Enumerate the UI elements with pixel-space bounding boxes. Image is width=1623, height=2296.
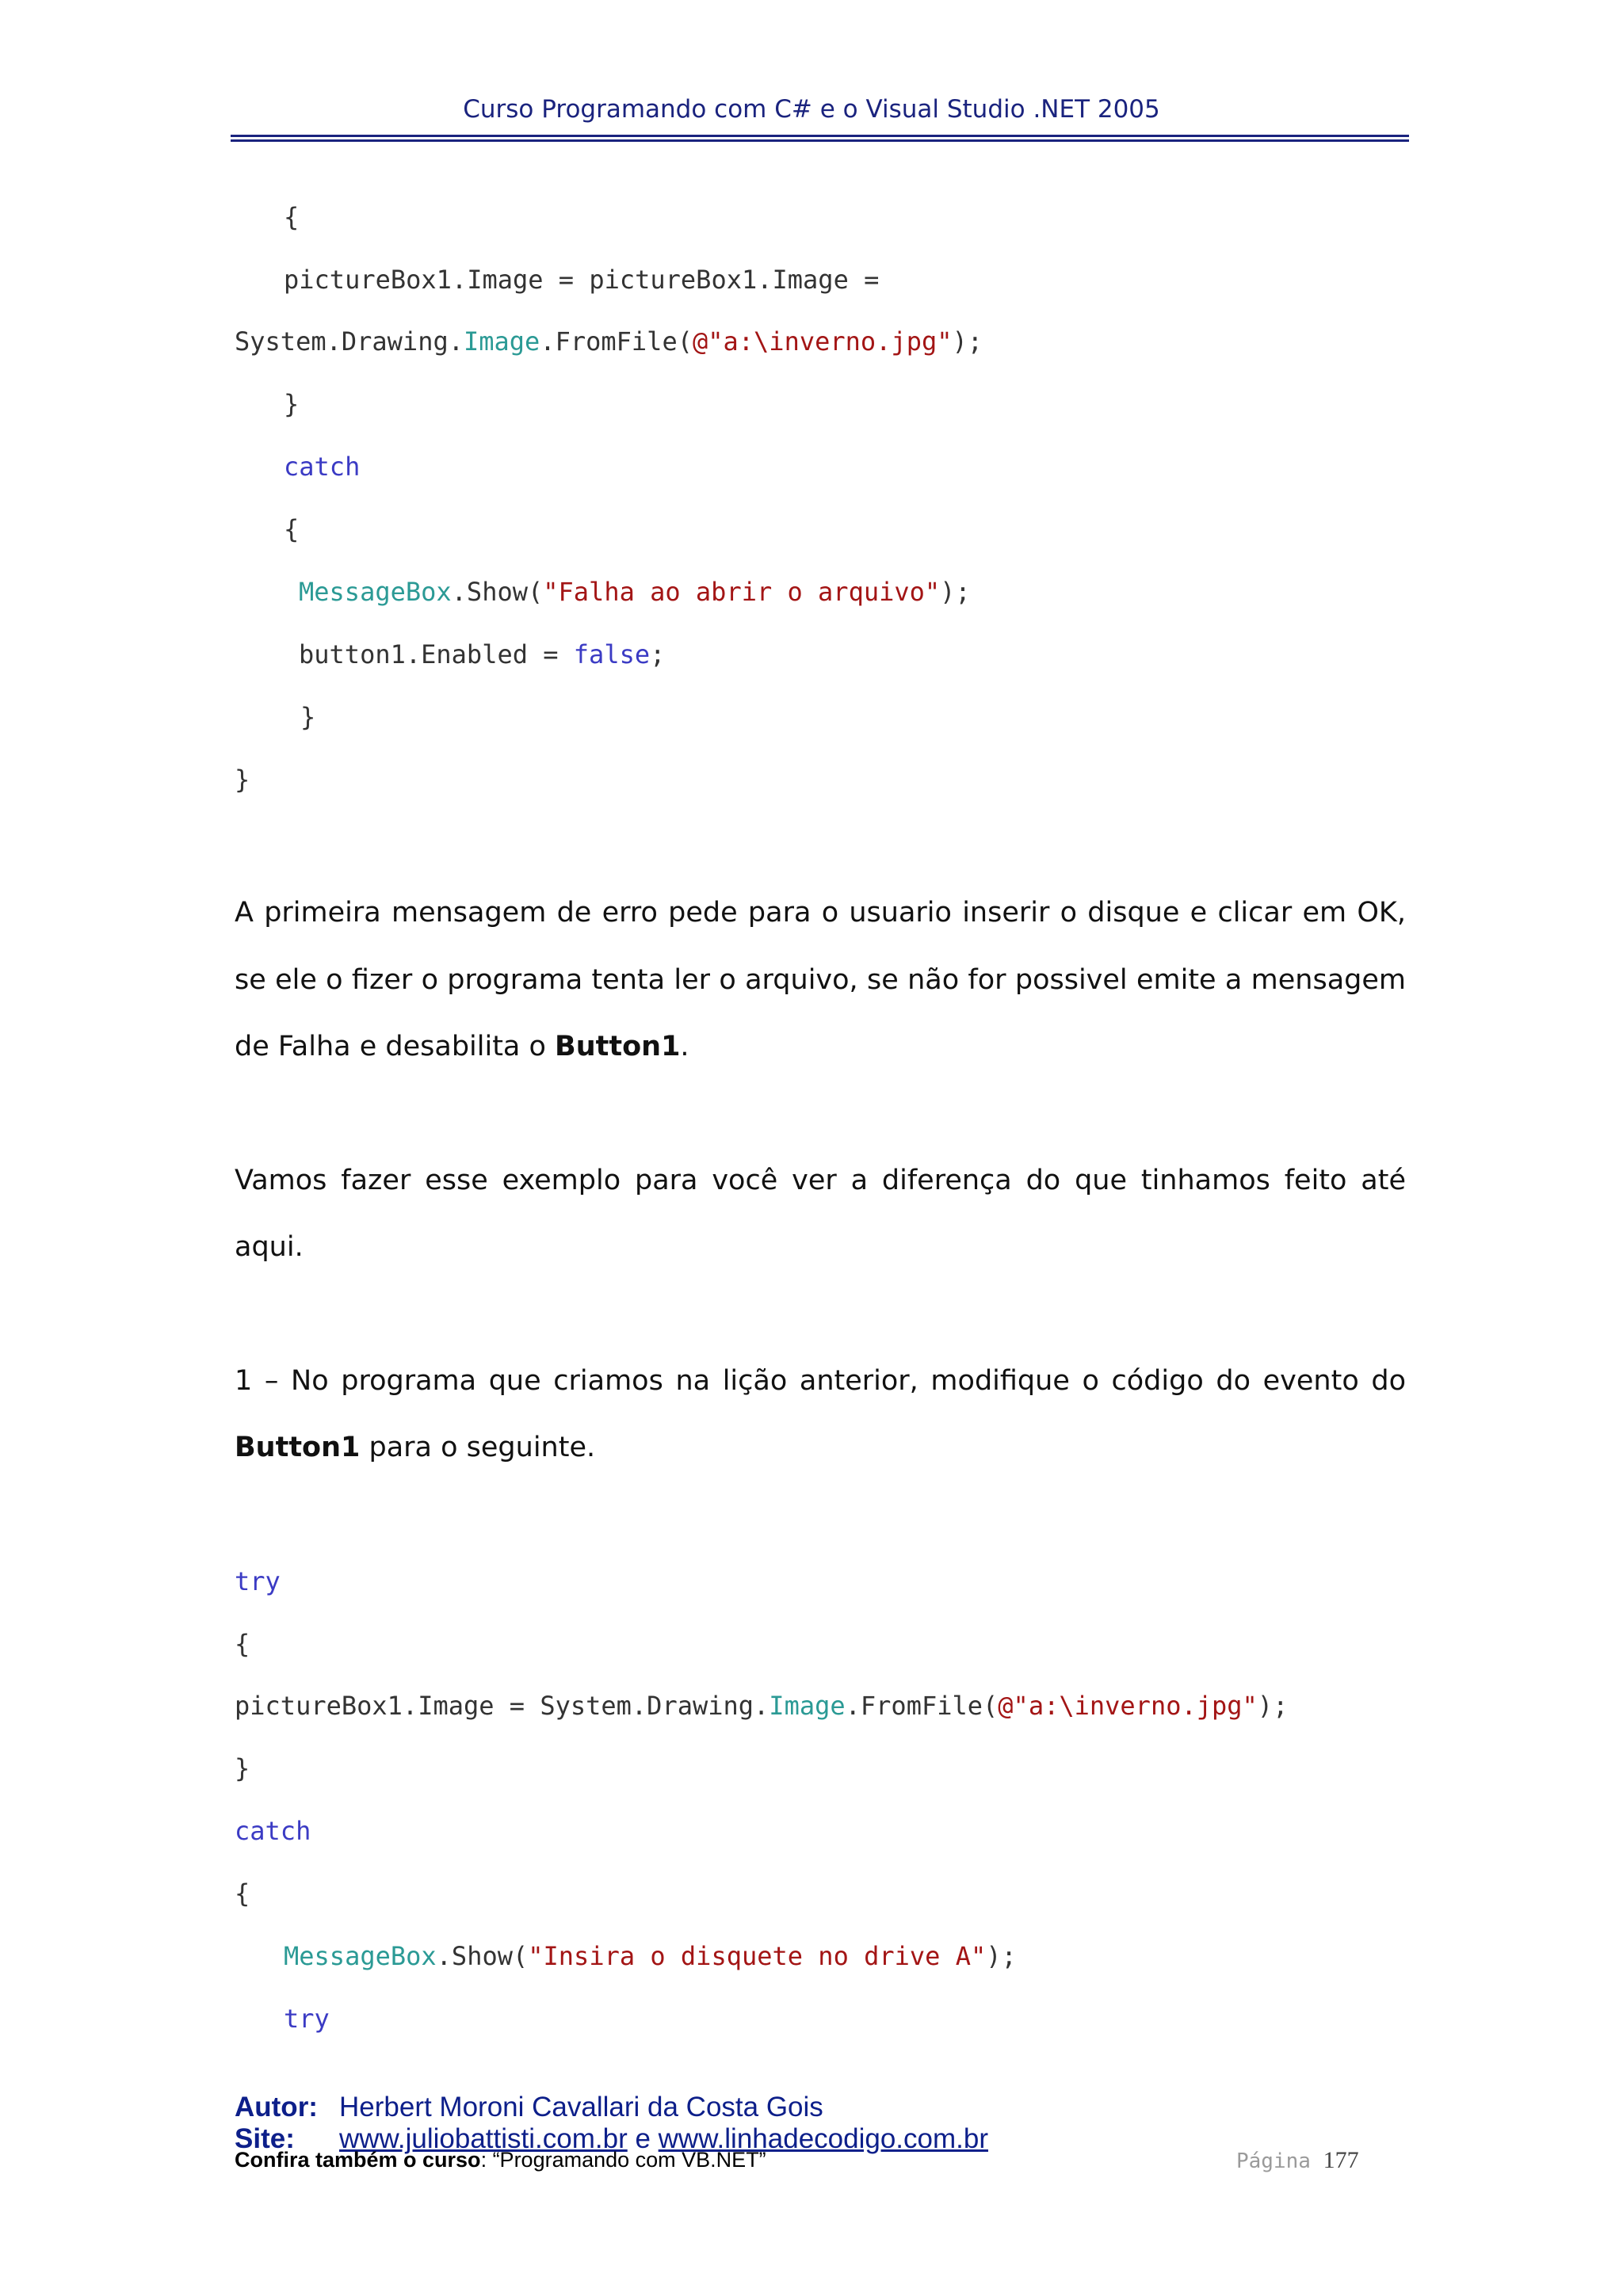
paragraph-3-text: para o seguinte. (360, 1432, 596, 1463)
code-line-open-brace-2: { (284, 514, 300, 544)
code-token-falha-string: "Falha ao abrir o arquivo" (543, 577, 941, 607)
code2-token-line-end-2: ); (986, 1941, 1017, 1971)
page-number-label: Página (1236, 2149, 1323, 2173)
code2-line-assign (235, 1690, 1288, 1722)
code-line-catch: catch (284, 452, 361, 482)
code-token-fromfile: .FromFile( (540, 326, 693, 357)
footer-author-name: Herbert Moroni Cavallari da Costa Gois (339, 2092, 823, 2122)
paragraph-2-line-2: aqui. (235, 1231, 304, 1263)
code2-token-insira-string: "Insira o disquete no drive A" (528, 1941, 987, 1971)
paragraph-1-line-3-text: de Falha e desabilita o (235, 1031, 556, 1062)
code-token-messagebox: MessageBox (299, 577, 452, 607)
header-double-rule (231, 135, 1409, 142)
code2-token-messagebox: MessageBox (284, 1941, 437, 1971)
code-token-false: false (573, 639, 651, 669)
page-number-value: 177 (1323, 2147, 1359, 2173)
footer-site-link-linhadecodigo[interactable]: www.linhadecodigo.com.br (658, 2123, 988, 2154)
code-line-close-brace: } (284, 389, 300, 419)
paragraph-1-period: . (680, 1031, 689, 1062)
paragraph-1-line-1: A primeira mensagem de erro pede para o usuario inserir o disque e clicar em OK, (235, 897, 1406, 929)
page-header-title: Curso Programando com C# e o Visual Studio .NET 2005 (463, 95, 1160, 124)
code-token-button-enabled: button1.Enabled = (299, 639, 574, 669)
code-token-image-type: Image (463, 326, 540, 357)
code2-token-path-string: @"a:\inverno.jpg" (998, 1691, 1258, 1721)
code-line-assign: pictureBox1.Image = pictureBox1.Image = (284, 265, 880, 295)
code-token-path-string: @"a:\inverno.jpg" (692, 326, 953, 357)
code-token-line-end-2: ); (940, 577, 971, 607)
code-line-system-drawing (235, 326, 983, 357)
footer-site-connector: e (627, 2123, 659, 2154)
code2-line-messagebox-insira (284, 1940, 1017, 1972)
code-line-open-brace: { (284, 202, 300, 232)
code2-line-try: try (235, 1566, 281, 1596)
code-line-close-brace-3: } (235, 765, 250, 795)
code-line-button-enabled (299, 639, 665, 670)
code2-line-catch: catch (235, 1816, 311, 1846)
code-token-show: .Show( (451, 577, 544, 607)
footer-confira-label: Confira também o curso (235, 2148, 481, 2172)
paragraph-3-line-2 (235, 1432, 1406, 1463)
footer-confira-text: : “Programando com VB.NET” (480, 2148, 766, 2172)
code-line-close-brace-2: } (300, 702, 316, 732)
code2-token-fromfile: .FromFile( (845, 1691, 999, 1721)
paragraph-2-line-1: Vamos fazer esse exemplo para você ver a diferença do que tinhamos feito até (235, 1165, 1406, 1196)
code2-line-open-brace: { (235, 1629, 250, 1659)
code2-line-close-brace: } (235, 1753, 250, 1783)
code-line-messagebox-falha (299, 576, 971, 608)
paragraph-1-line-3 (235, 1031, 1406, 1062)
code2-token-image-type: Image (769, 1691, 846, 1721)
page-number (1236, 2147, 1359, 2174)
code-token-system-drawing: System.Drawing. (235, 326, 464, 357)
footer-site-link-juliobattisti[interactable]: www.juliobattisti.com.br (339, 2123, 628, 2154)
paragraph-1-button1-bold: Button1 (555, 1031, 681, 1062)
code2-line-try-inner: try (284, 2004, 330, 2034)
paragraph-1-line-2: se ele o fizer o programa tenta ler o arquivo, se não for possivel emite a mensagem (235, 964, 1406, 996)
paragraph-3-line-1: 1 – No programa que criamos na lição anterior, modifique o código do evento do (235, 1365, 1406, 1397)
paragraph-3-button1-bold: Button1 (235, 1432, 361, 1463)
footer-author (235, 2092, 823, 2123)
footer-confira (235, 2148, 766, 2172)
code2-token-line-end: ); (1257, 1691, 1289, 1721)
footer-site-label: Site: (235, 2123, 295, 2154)
code2-token-show: .Show( (436, 1941, 529, 1971)
code2-line-open-brace-2: { (235, 1878, 250, 1909)
code-token-line-end: ); (952, 326, 983, 357)
code2-token-assign: pictureBox1.Image = System.Drawing. (235, 1691, 769, 1721)
code-token-semicolon: ; (650, 639, 666, 669)
footer-author-label: Autor: (235, 2092, 318, 2122)
